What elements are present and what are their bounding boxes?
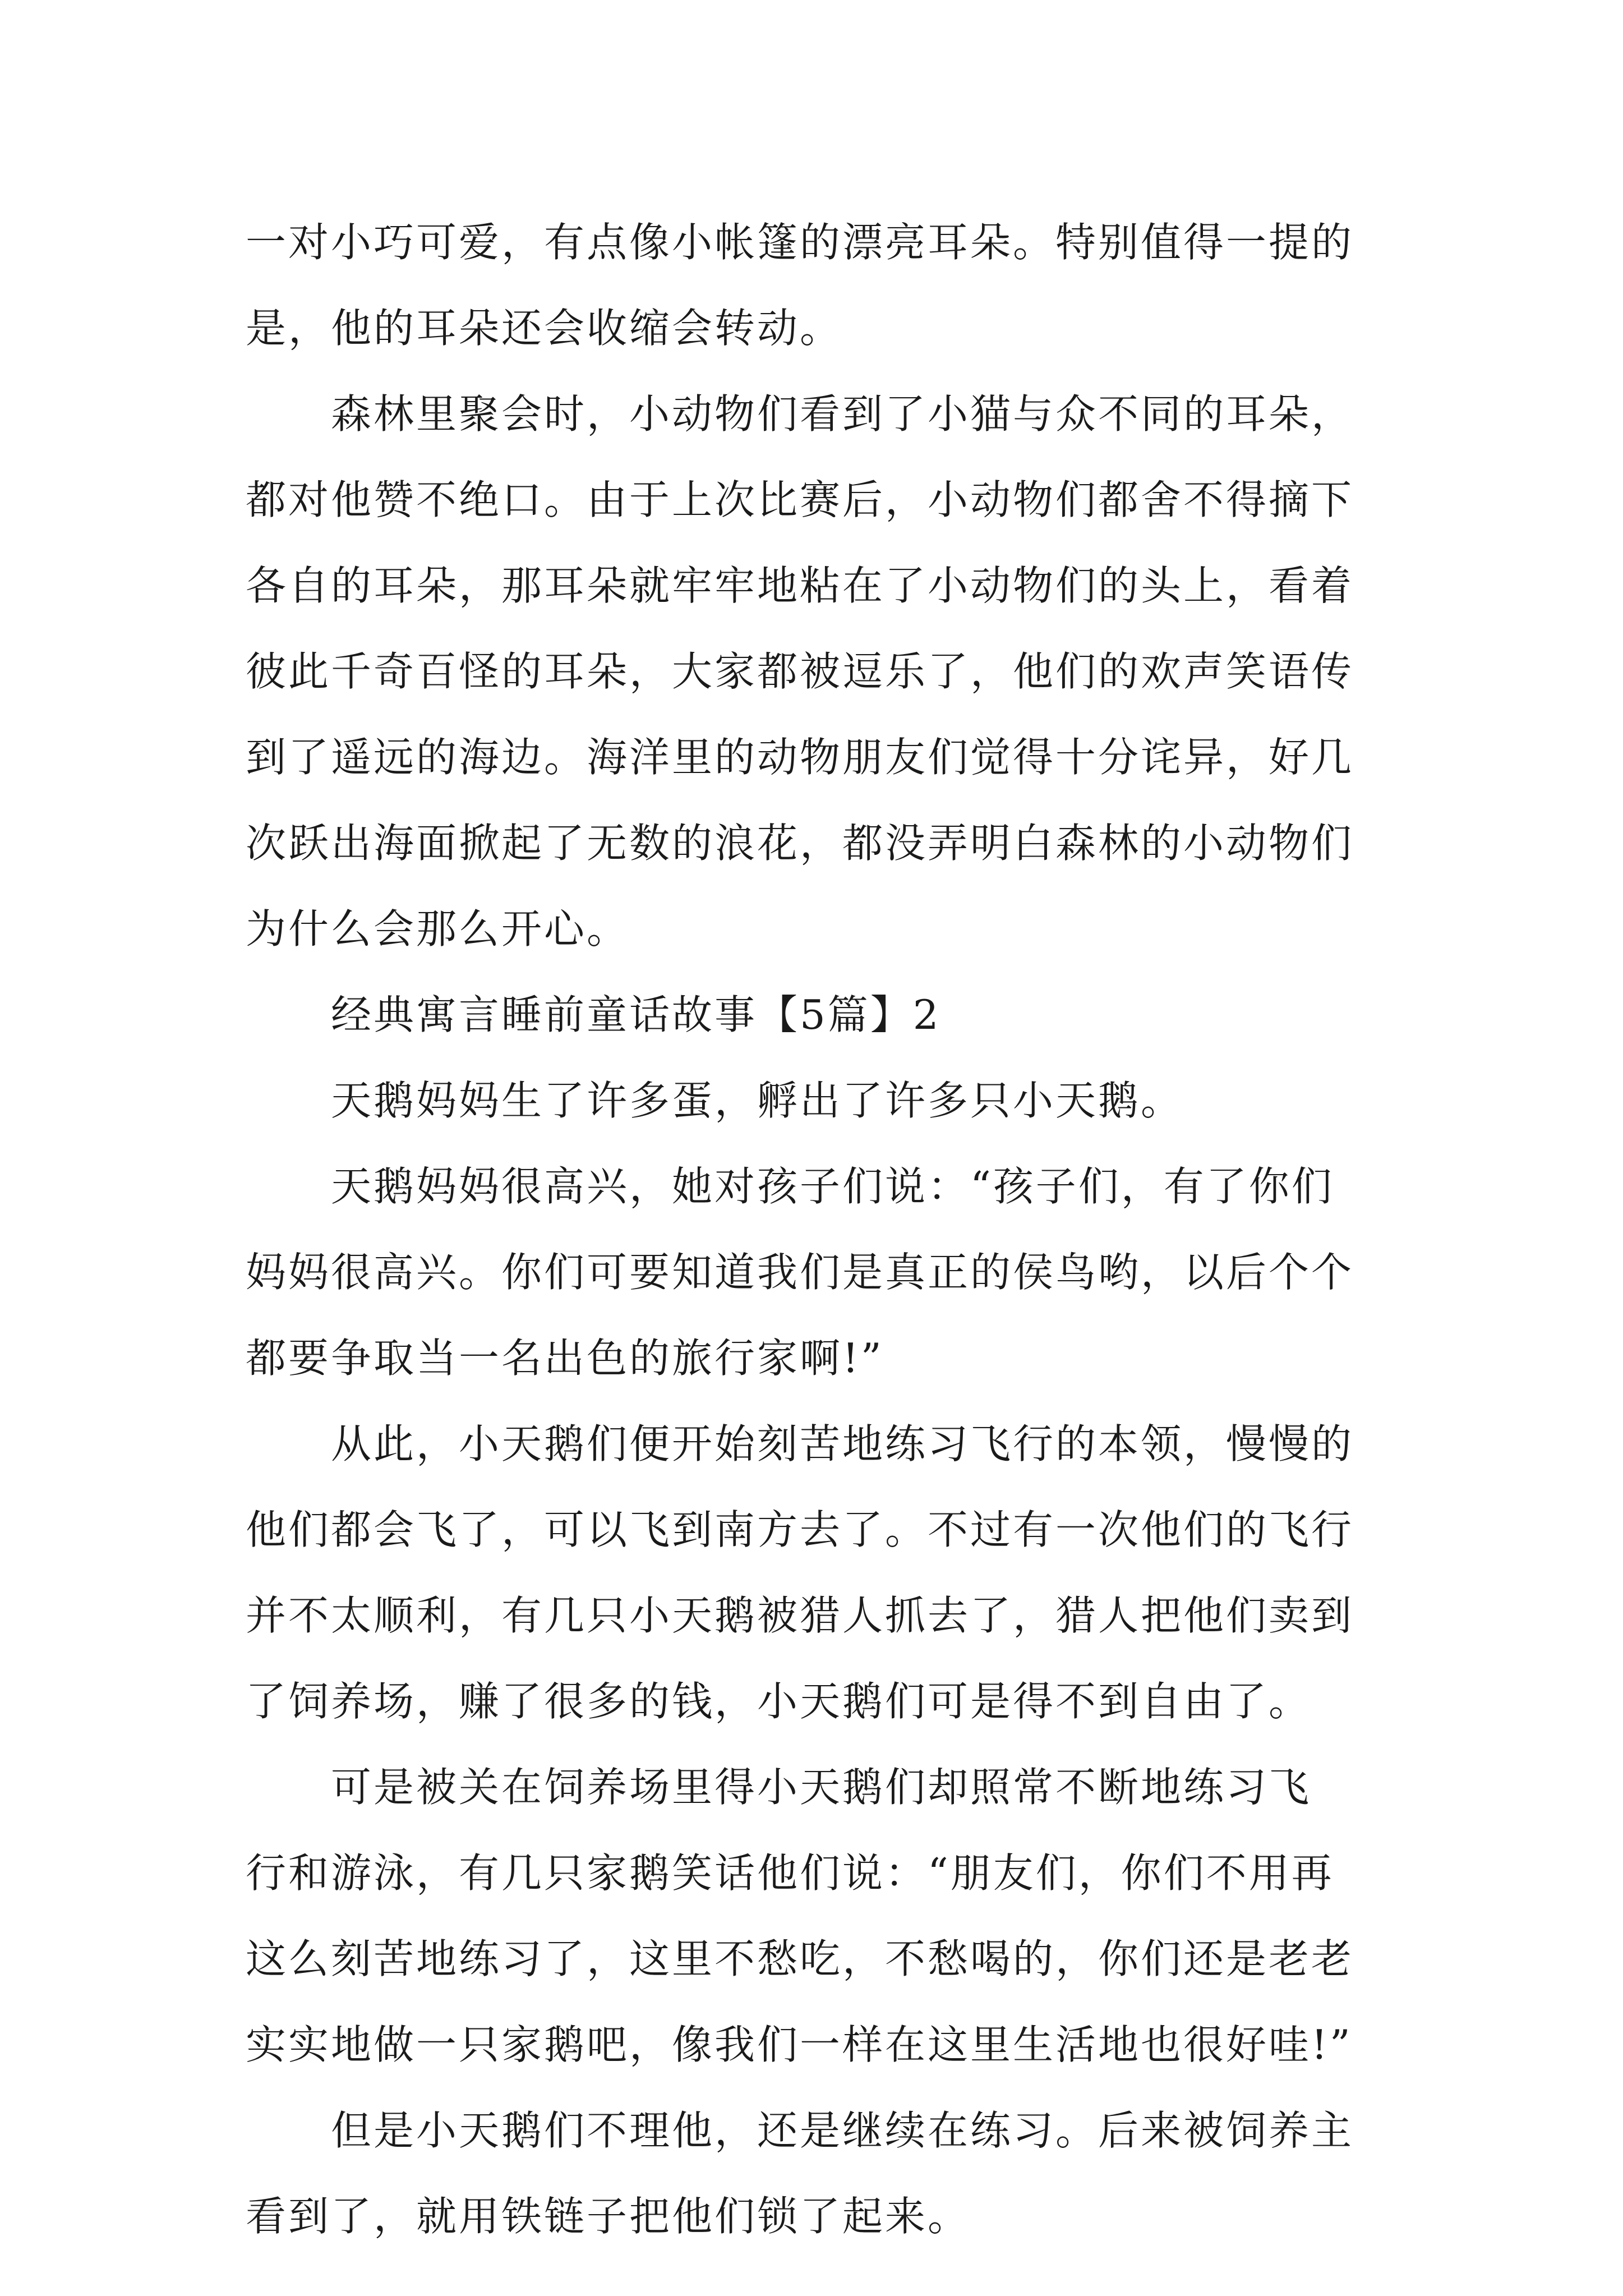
paragraph-2 <box>246 371 1401 972</box>
paragraph-7 <box>246 2088 1401 2260</box>
paragraph-1 <box>246 200 1401 371</box>
section-heading <box>246 972 1401 1058</box>
paragraph-6 <box>246 1745 1401 2088</box>
paragraph-3 <box>246 1058 1401 1144</box>
text-line: 天鹅妈妈很高兴，她对孩子们说：“孩子们，有了你们 <box>331 1163 1334 1210</box>
text-line: 彼此千奇百怪的耳朵，大家都被逗乐了，他们的欢声笑语传 <box>246 648 1354 695</box>
text-line: 行和游泳，有几只家鹅笑话他们说：“朋友们，你们不用再 <box>246 1849 1334 1897</box>
text-line: 这么刻苦地练习了，这里不愁吃，不愁喝的，你们还是老老 <box>246 1935 1354 1982</box>
text-line: 了饲养场，赚了很多的钱，小天鹅们可是得不到自由了。 <box>246 1678 1312 1725</box>
text-line: 并不太顺利，有几只小天鹅被猎人抓去了，猎人把他们卖到 <box>246 1592 1354 1639</box>
text-line: 看到了，就用铁链子把他们锁了起来。 <box>246 2193 971 2240</box>
document-body <box>246 200 1401 2260</box>
text-line: 都要争取当一名出色的旅行家啊!” <box>246 1335 884 1382</box>
paragraph-4 <box>246 1144 1401 1401</box>
text-line: 森林里聚会时，小动物们看到了小猫与众不同的耳朵， <box>331 390 1354 438</box>
text-line: 到了遥远的海边。海洋里的动物朋友们觉得十分诧异，好几 <box>246 734 1354 781</box>
heading-text: 经典寓言睡前童话故事【5篇】2 <box>331 991 941 1038</box>
text-line: 为什么会那么开心。 <box>246 905 630 953</box>
text-line: 妈妈很高兴。你们可要知道我们是真正的侯鸟哟，以后个个 <box>246 1249 1354 1296</box>
text-line: 都对他赞不绝口。由于上次比赛后，小动物们都舍不得摘下 <box>246 476 1354 523</box>
text-line: 他们都会飞了，可以飞到南方去了。不过有一次他们的飞行 <box>246 1506 1354 1553</box>
text-line: 各自的耳朵，那耳朵就牢牢地粘在了小动物们的头上，看着 <box>246 562 1354 609</box>
text-line: 从此，小天鹅们便开始刻苦地练习飞行的本领，慢慢的 <box>331 1420 1354 1467</box>
text-line: 次跃出海面掀起了无数的浪花，都没弄明白森林的小动物们 <box>246 820 1354 867</box>
text-line: 但是小天鹅们不理他，还是继续在练习。后来被饲养主 <box>331 2107 1354 2154</box>
text-line: 可是被关在饲养场里得小天鹅们却照常不断地练习飞 <box>331 1764 1312 1811</box>
text-line: 实实地做一只家鹅吧，像我们一样在这里生活地也很好哇!” <box>246 2021 1353 2068</box>
paragraph-5 <box>246 1401 1401 1745</box>
text-line: 一对小巧可爱，有点像小帐篷的漂亮耳朵。特别值得一提的 <box>246 219 1354 266</box>
text-line: 天鹅妈妈生了许多蛋，孵出了许多只小天鹅。 <box>331 1077 1184 1124</box>
text-line: 是，他的耳朵还会收缩会转动。 <box>246 305 843 352</box>
